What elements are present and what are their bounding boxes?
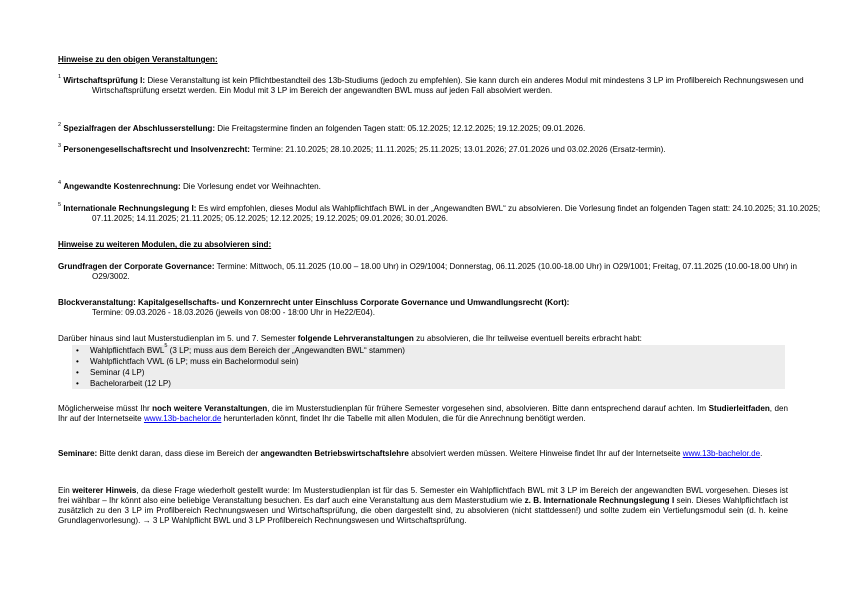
text: Bitte denkt daran, dass diese im Bereich der: [99, 449, 259, 458]
bullet-icon: •: [76, 368, 79, 377]
note-title: Wirtschaftsprüfung I:: [63, 76, 146, 85]
bold-text: weiterer Hinweis: [72, 486, 137, 495]
bullet-icon: •: [76, 357, 79, 366]
note-title: Internationale Rechnungslegung I:: [63, 204, 197, 213]
list-item: [58, 367, 788, 378]
block-course-note: [58, 298, 788, 318]
website-link[interactable]: www.13b-bachelor.de: [143, 414, 222, 423]
governance-note: [58, 262, 822, 282]
bold-text: noch weitere Veranstaltungen: [152, 404, 268, 413]
bold-text: Seminare:: [58, 449, 98, 458]
additional-courses-paragraph: [58, 404, 788, 424]
footnote-number: 1: [58, 74, 62, 80]
list-item: [58, 345, 788, 356]
text: absolviert werden müssen. Weitere Hinweise findet Ihr auf der Internetseite: [411, 449, 681, 458]
list-item: [58, 356, 788, 367]
text: Ein: [58, 486, 70, 495]
heading-course-notes: Hinweise zu den obigen Veranstaltungen:: [58, 55, 218, 64]
intro-text-end: zu absolvieren, die Ihr teilweise eventuell bereits erbracht habt:: [416, 334, 642, 343]
note-2: [58, 124, 788, 134]
note-text: Diese Veranstaltung ist kein Pflichtbestandteil des 13b-Studiums (jedoch zu empfehlen). Sie kann durch ein anderes Modul mit mindestens 3 LP im Profilbereich Rechnungswesen und Wirtschaftsprüfung ersetzt werden. Ein Modul mit 3 LP im Bereich der angewandten BWL muss auf jeden Fall absolviert werden.: [92, 76, 804, 95]
note-text: Die Vorlesung endet vor Weihnachten.: [182, 182, 321, 191]
block-course-title: Blockveranstaltung: Kapitalgesellschafts- und Konzernrecht unter Einschluss Corporate Governance und Umwandlungsrecht (Kort):: [58, 298, 570, 307]
footnote-number: 2: [58, 122, 62, 128]
required-courses-list: [58, 345, 788, 391]
seminar-paragraph: [58, 449, 788, 459]
text: herunterladen könnt, findet Ihr die Tabelle mit allen Modulen, die für die Anrechnung benötigt werden.: [223, 414, 586, 423]
further-hint-paragraph: [58, 486, 788, 526]
text: , da diese Frage wiederholt gestellt wurde: Im Musterstudienplan ist für das 5. Semester ein Wahlpflichtfach BWL mit 3 LP im Bereich der angewandten BWL vorgesehen. Dieses ist frei wählbar – Ihr könnt also eine beliebige Veranstaltung besuchen. Es darf auch eine Veranstaltung aus dem Masterstudium wie: [58, 486, 788, 505]
list-item: [58, 378, 788, 389]
text: , den Ihr auf der Internetseite: [58, 404, 788, 423]
intro-text: Darüber hinaus sind laut Musterstudienplan im 5. und 7. Semester: [58, 334, 296, 343]
intro-bold: folgende Lehrveranstaltungen: [297, 334, 414, 343]
footnote-number: 3: [58, 143, 62, 149]
item-text-end: (3 LP; muss aus dem Bereich der „Angewandten BWL“ stammen): [167, 346, 405, 355]
note-text: Die Freitagstermine finden an folgenden Tagen statt: 05.12.2025; 12.12.2025; 19.12.2025; 09.01.2026.: [217, 124, 586, 133]
text: Möglicherweise müsst Ihr: [58, 404, 150, 413]
note-title: Spezialfragen der Abschlusserstellung:: [63, 124, 216, 133]
note-3: [58, 145, 788, 155]
bullet-icon: •: [76, 379, 79, 388]
governance-text: Termine: Mittwoch, 05.11.2025 (10.00 – 18.00 Uhr) in O29/1004; Donnerstag, 06.11.2025 (10.00-18.00 Uhr) in O29/1001; Freitag, 07.11.2025 (10.00-18.00 Uhr) in O29/3002.: [92, 262, 798, 281]
note-4: [58, 182, 788, 192]
note-title: Angewandte Kostenrechnung:: [63, 182, 181, 191]
note-text: Es wird empfohlen, dieses Modul als Wahlpflichtfach BWL in der „Angewandten BWL“ zu absolvieren. Die Vorlesung findet an folgenden Tagen statt: 24.10.2025; 31.10.2025; 07.11.2025; 14.11.2025; 21.11.2025; 05.12.2025; 12.12.2025; 19.12.2025; 09.01.2026; 30.01.2026.: [92, 204, 821, 223]
text: , die im Musterstudienplan für frühere Semester vorgesehen sind, absolvieren. Bitte dann entsprechend darauf achten. Im: [267, 404, 707, 413]
item-text: Bachelorarbeit (12 LP): [90, 379, 171, 388]
note-1: [58, 76, 822, 96]
footnote-ref: 5: [164, 343, 168, 349]
note-title: Personengesellschaftsrecht und Insolvenzrecht:: [63, 145, 250, 154]
footnote-number: 4: [58, 180, 62, 186]
further-courses-intro: [58, 334, 788, 344]
bold-text: angewandten Betriebswirtschaftslehre: [260, 449, 409, 458]
governance-title: Grundfragen der Corporate Governance:: [58, 262, 215, 271]
text: sein. Dieses Wahlpflichtfach ist zusätzlich zu den 3 LP im Profilbereich Rechnungswesen und Wirtschaftsprüfung, die oben dargestellt sind, zu absolvieren (nicht stattdessen!) und sollte zudem ein Vertiefungsmodul sein (d. h. keine Grundlagenvorlesung). → 3 LP Wahlpflicht BWL und 3 LP Profilbereich Rechnungswesen und Wirtschaftsprüfung.: [58, 496, 789, 525]
item-text: Wahlpflichtfach VWL (6 LP; muss ein Bachelormodul sein): [90, 357, 299, 366]
website-link[interactable]: www.13b-bachelor.de: [682, 449, 761, 458]
footnote-number: 5: [58, 202, 62, 208]
note-text: Termine: 21.10.2025; 28.10.2025; 11.11.2025; 25.11.2025; 13.01.2026; 27.01.2026 und 03.02.2026 (Ersatz-termin).: [252, 145, 666, 154]
note-5: [58, 204, 822, 224]
item-text: Wahlpflichtfach BWL: [90, 346, 165, 355]
heading-further-modules: Hinweise zu weiteren Modulen, die zu absolvieren sind:: [58, 240, 272, 249]
bold-text: z. B. Internationale Rechnungslegung I: [524, 496, 675, 505]
text: .: [760, 449, 763, 458]
item-text: Seminar (4 LP): [90, 368, 145, 377]
bullet-icon: •: [76, 346, 79, 355]
bold-text: Studierleitfaden: [708, 404, 770, 413]
block-course-text: Termine: 09.03.2026 - 18.03.2026 (jeweils von 08:00 - 18:00 Uhr in He22/E04).: [92, 308, 376, 317]
